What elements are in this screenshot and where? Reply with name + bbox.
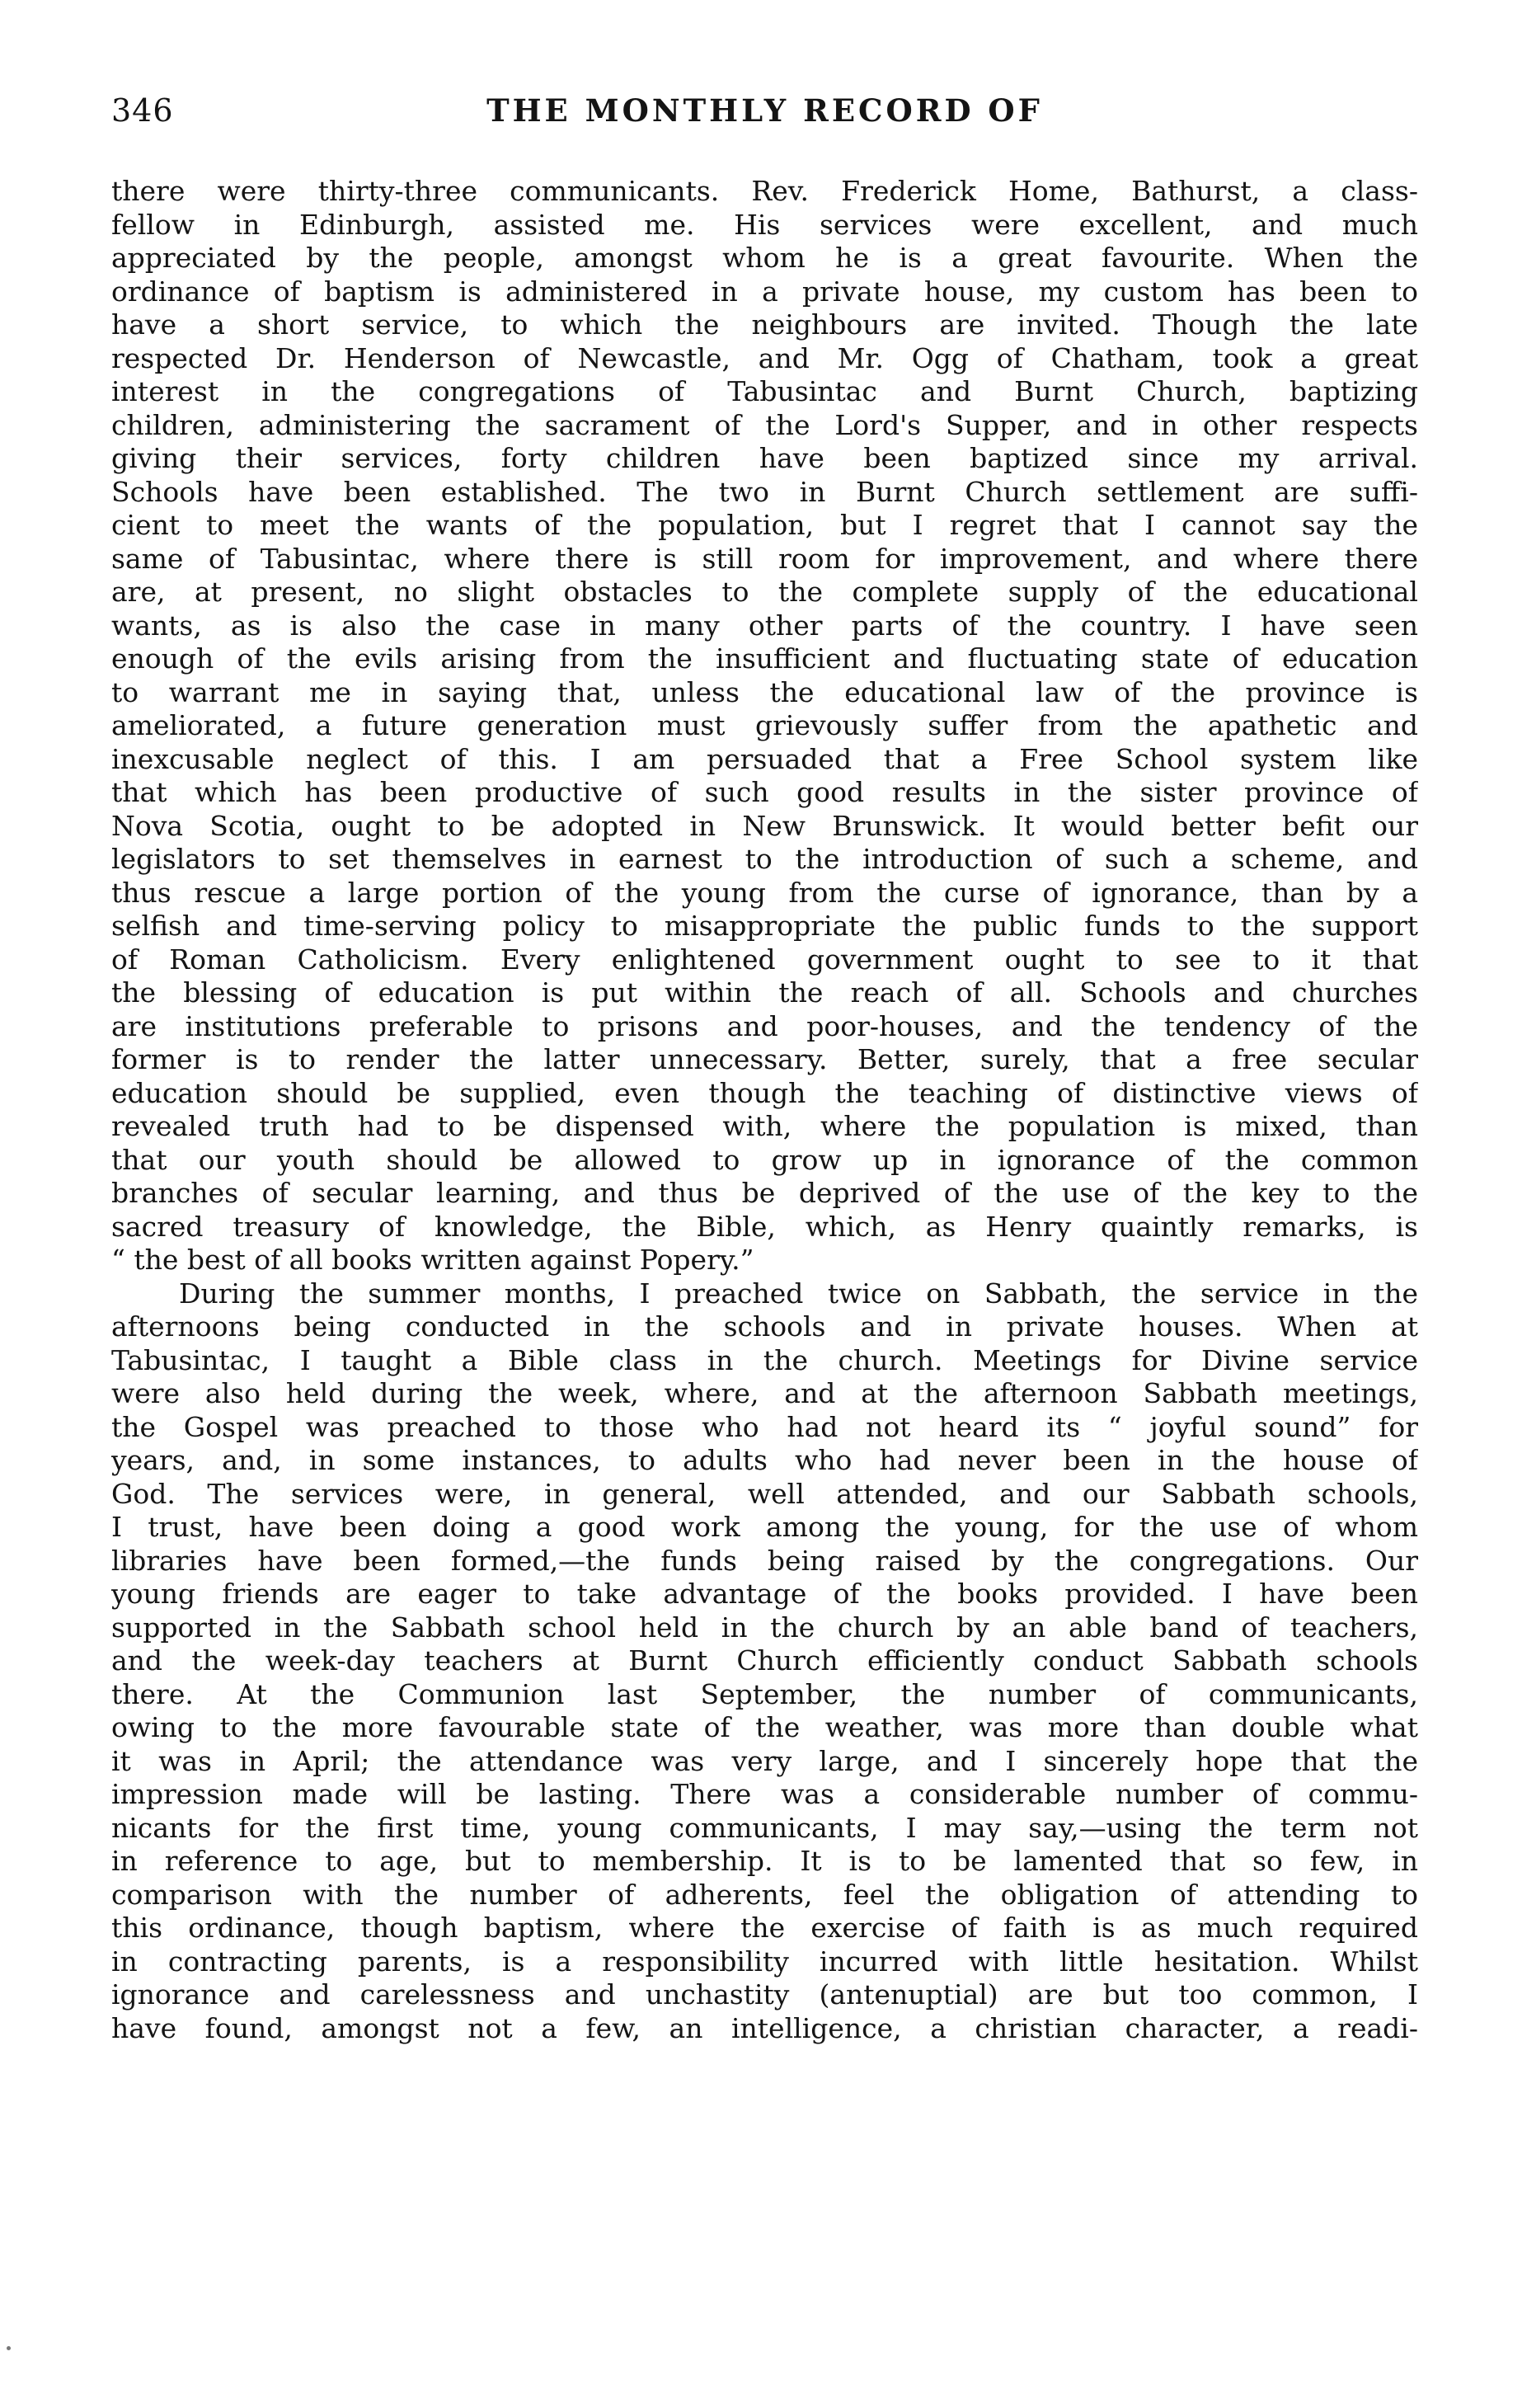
body-text xyxy=(111,175,1418,2045)
text-line: there were thirty-three communicants. Rev. Frederick Home, Bathurst, a class- xyxy=(111,175,1418,207)
text-line: years, and, in some instances, to adults who had never been in the house of xyxy=(111,1444,1418,1476)
text-line: respected Dr. Henderson of Newcastle, and Mr. Ogg of Chatham, took a great xyxy=(111,341,1418,374)
text-line: Nova Scotia, ought to be adopted in New Brunswick. It would better befit our xyxy=(111,809,1418,842)
text-line: afternoons being conducted in the schools and in private houses. When at xyxy=(111,1310,1418,1343)
text-line: revealed truth had to be dispensed with, where the population is mixed, than xyxy=(111,1110,1418,1142)
text-line: nicants for the first time, young communicants, I may say,—using the term not xyxy=(111,1811,1418,1844)
text-line: that which has been productive of such good results in the sister province of xyxy=(111,776,1418,808)
text-line: inexcusable neglect of this. I am persuaded that a Free School system like xyxy=(111,742,1418,775)
text-line: ameliorated, a future generation must grievously suffer from the apathetic and xyxy=(111,709,1418,741)
text-line: are, at present, no slight obstacles to the complete supply of the educational xyxy=(111,576,1418,608)
text-line: former is to render the latter unnecessary. Better, surely, that a free secular xyxy=(111,1043,1418,1075)
text-line: Schools have been established. The two in Burnt Church settlement are suffi- xyxy=(111,475,1418,508)
text-line: I trust, have been doing a good work among the young, for the use of whom xyxy=(111,1511,1418,1543)
text-line: selfish and time-serving policy to misappropriate the public funds to the support xyxy=(111,910,1418,942)
paragraph xyxy=(111,175,1418,1277)
text-line: the blessing of education is put within the reach of all. Schools and churches xyxy=(111,976,1418,1009)
text-line: wants, as is also the case in many other parts of the country. I have seen xyxy=(111,609,1418,642)
text-line: of Roman Catholicism. Every enlightened government ought to see to it that xyxy=(111,943,1418,976)
text-line: there. At the Communion last September, the number of communicants, xyxy=(111,1677,1418,1710)
paragraph xyxy=(111,1277,1418,2046)
text-line: libraries have been formed,—the funds being raised by the congregations. Our xyxy=(111,1544,1418,1577)
text-line: have found, amongst not a few, an intelligence, a christian character, a readi- xyxy=(111,2011,1418,2044)
text-line: to warrant me in saying that, unless the educational law of the province is xyxy=(111,675,1418,708)
text-line: the Gospel was preached to those who had not heard its “ joyful sound” for xyxy=(111,1410,1418,1443)
text-line: supported in the Sabbath school held in the church by an able band of teachers, xyxy=(111,1611,1418,1644)
text-line: education should be supplied, even though the teaching of distinctive views of xyxy=(111,1076,1418,1109)
text-line: are institutions preferable to prisons and poor-houses, and the tendency of the xyxy=(111,1009,1418,1042)
text-line: impression made will be lasting. There was a considerable number of commu- xyxy=(111,1778,1418,1810)
text-line: Tabusintac, I taught a Bible class in the church. Meetings for Divine service xyxy=(111,1343,1418,1376)
text-line: young friends are eager to take advantage of the books provided. I have been xyxy=(111,1578,1418,1610)
text-line: ordinance of baptism is administered in a private house, my custom has been to xyxy=(111,275,1418,308)
page-header xyxy=(111,92,1418,142)
text-line: God. The services were, in general, well attended, and our Sabbath schools, xyxy=(111,1477,1418,1510)
text-line: interest in the congregations of Tabusintac and Burnt Church, baptizing xyxy=(111,375,1418,407)
page-number: 346 xyxy=(111,92,174,129)
text-line: cient to meet the wants of the population, but I regret that I cannot say the xyxy=(111,509,1418,541)
text-line: same of Tabusintac, where there is still room for improvement, and where there xyxy=(111,542,1418,575)
text-line: appreciated by the people, amongst whom he is a great favourite. When the xyxy=(111,242,1418,274)
text-line: thus rescue a large portion of the young from the curse of ignorance, than by a xyxy=(111,876,1418,909)
text-line: enough of the evils arising from the insufficient and fluctuating state of education xyxy=(111,642,1418,675)
text-line: fellow in Edinburgh, assisted me. His services were excellent, and much xyxy=(111,208,1418,241)
text-line: owing to the more favourable state of the weather, was more than double what xyxy=(111,1711,1418,1743)
text-line: ignorance and carelessness and unchastity (antenuptial) are but too common, I xyxy=(111,1978,1418,2011)
text-line: this ordinance, though baptism, where the exercise of faith is as much required xyxy=(111,1912,1418,1944)
text-line: in contracting parents, is a responsibility incurred with little hesitation. Whilst xyxy=(111,1945,1418,1978)
text-line: were also held during the week, where, and at the afternoon Sabbath meetings, xyxy=(111,1377,1418,1409)
text-line: in reference to age, but to membership. It is to be lamented that so few, in xyxy=(111,1845,1418,1877)
text-line: and the week-day teachers at Burnt Church efficiently conduct Sabbath schools xyxy=(111,1644,1418,1677)
text-line: giving their services, forty children have been baptized since my arrival. xyxy=(111,442,1418,474)
text-line: comparison with the number of adherents, feel the obligation of attending to xyxy=(111,1878,1418,1911)
running-title: THE MONTHLY RECORD OF xyxy=(486,92,1043,129)
text-line: “ the best of all books written against Popery.” xyxy=(111,1244,754,1276)
text-line: have a short service, to which the neighbours are invited. Though the late xyxy=(111,308,1418,341)
text-line: children, administering the sacrament of the Lord's Supper, and in other respects xyxy=(111,408,1418,441)
text-line: During the summer months, I preached twice on Sabbath, the service in the xyxy=(179,1277,1418,1310)
text-line: sacred treasury of knowledge, the Bible, which, as Henry quaintly remarks, is xyxy=(111,1210,1418,1243)
text-line: legislators to set themselves in earnest to the introduction of such a scheme, and xyxy=(111,843,1418,875)
margin-speck xyxy=(7,2346,11,2350)
text-line: that our youth should be allowed to grow up in ignorance of the common xyxy=(111,1143,1418,1176)
text-line: branches of secular learning, and thus be deprived of the use of the key to the xyxy=(111,1177,1418,1209)
text-line: it was in April; the attendance was very large, and I sincerely hope that the xyxy=(111,1744,1418,1777)
